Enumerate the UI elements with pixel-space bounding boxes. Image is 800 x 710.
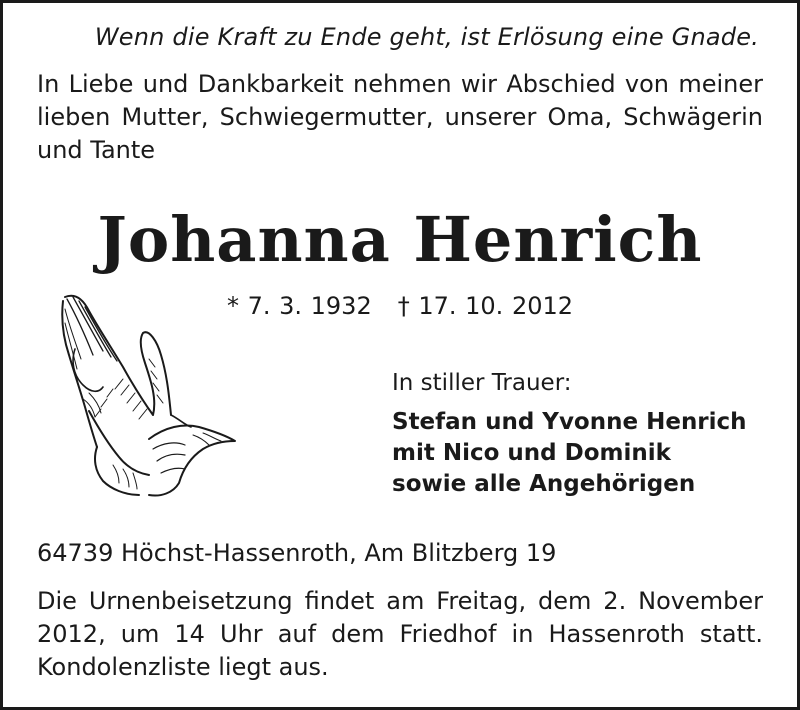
death-date: † 17. 10. 2012 bbox=[397, 292, 574, 320]
mourner-line: sowie alle Angehörigen bbox=[392, 471, 696, 497]
praying-hands-icon bbox=[53, 289, 238, 504]
address: 64739 Höchst-Hassenroth, Am Blitzberg 19 bbox=[37, 539, 557, 567]
motto: Wenn die Kraft zu Ende geht, ist Erlösung eine Gnade. bbox=[94, 23, 759, 51]
mourners-list bbox=[392, 407, 747, 500]
mourner-line: mit Nico und Dominik bbox=[392, 440, 671, 466]
service-info: Die Urnenbeisetzung findet am Freitag, dem 2. November 2012, um 14 Uhr auf dem Friedhof in Hassenroth statt. Kondolenzliste liegt aus. bbox=[37, 587, 763, 681]
mourner-line: Stefan und Yvonne Henrich bbox=[392, 409, 747, 435]
birth-date: * 7. 3. 1932 bbox=[226, 292, 372, 320]
mourning-label: In stiller Trauer: bbox=[392, 370, 572, 396]
deceased-name: Johanna Henrich bbox=[97, 203, 703, 276]
intro-text: In Liebe und Dankbarkeit nehmen wir Abschied von meiner lieben Mutter, Schwiegermutter, unserer Oma, Schwägerin und Tante bbox=[37, 70, 763, 164]
